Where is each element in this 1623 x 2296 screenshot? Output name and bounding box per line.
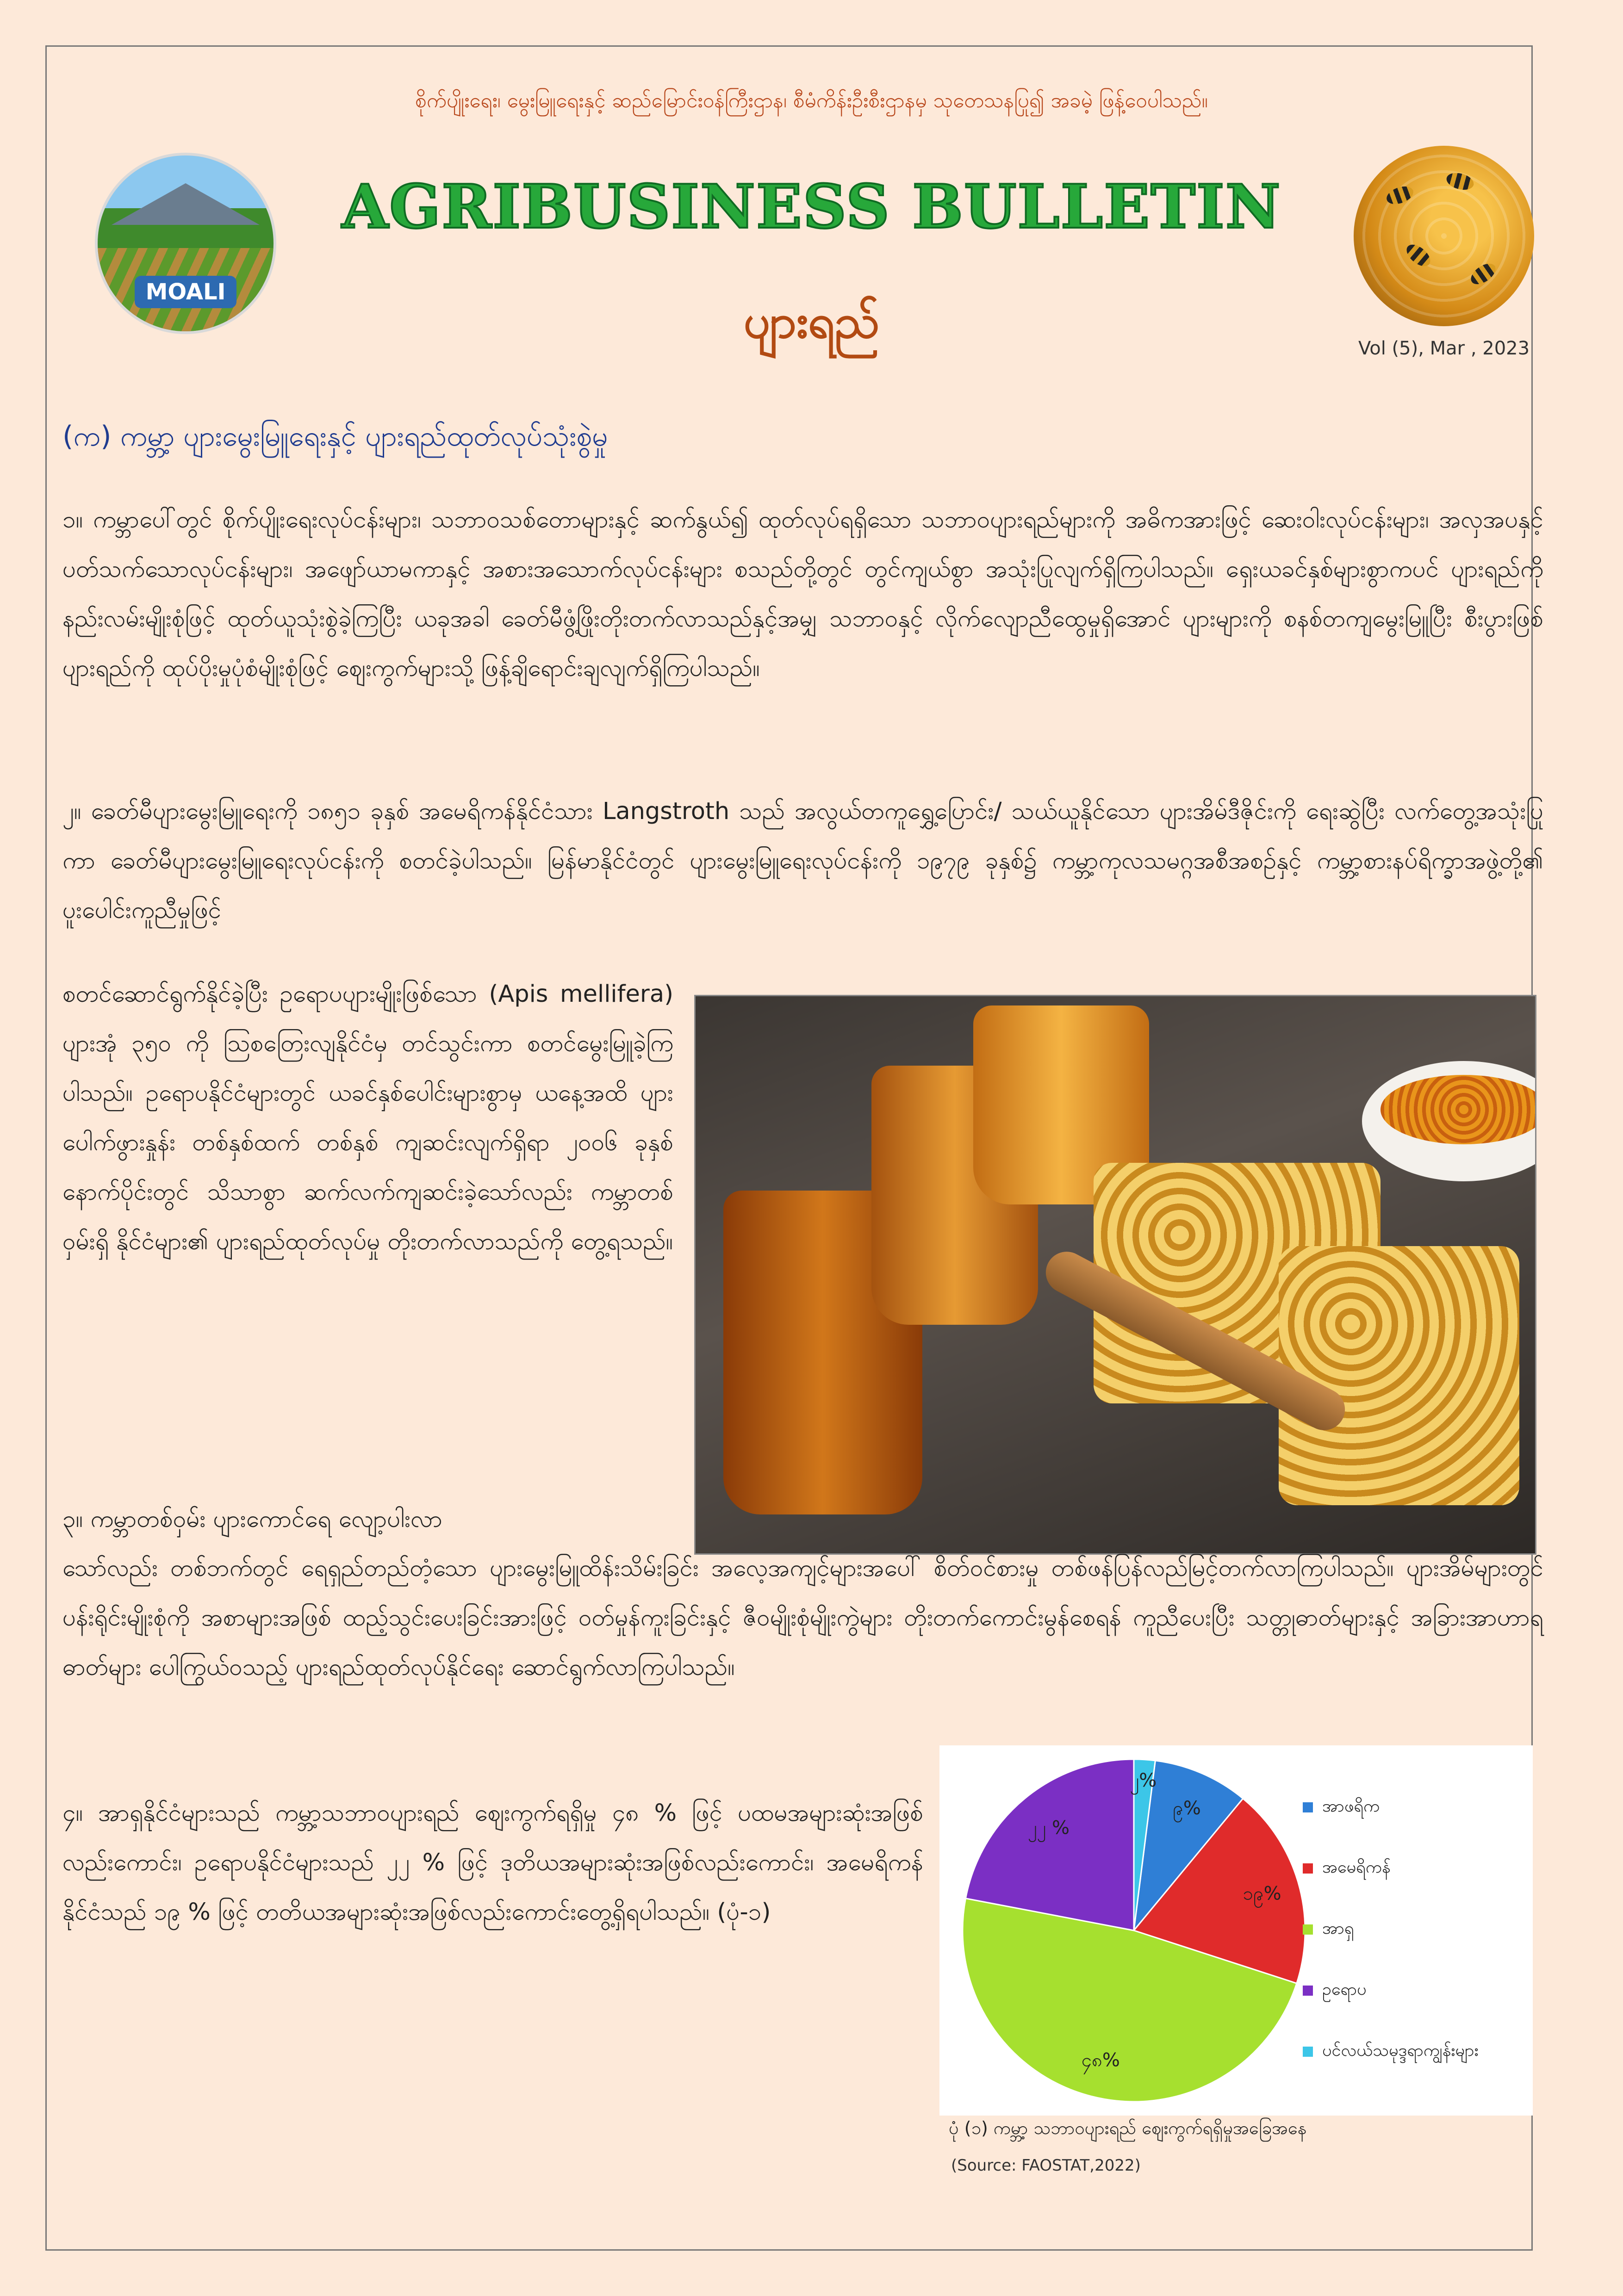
volume-label: Vol (5), Mar , 2023 bbox=[1358, 338, 1530, 359]
pie-data-label: ၄၈% bbox=[1081, 2049, 1120, 2071]
section-heading: (က) ကမ္ဘာ့ ပျားမွေးမြူရေးနှင့် ပျားရည်ထုတ်လုပ်သုံးစွဲမှု bbox=[62, 420, 608, 453]
honeycomb-pattern bbox=[1354, 146, 1534, 326]
bulletin-subtitle: ပျားရည် bbox=[743, 294, 880, 348]
logo-ribbon: MOALI bbox=[135, 276, 236, 308]
paragraph-2: ၂။ ခေတ်မီပျားမွေးမြူရေးကို ၁၈၅၁ ခုနှစ် အမေရိကန်နိုင်ငံသား Langstroth သည် အလွယ်တကူရွှေ့ပြောင်း/ သယ်ယူနိုင်သော ပျားအိမ်ဒီဇိုင်းကို ရေးဆွဲပြီး လက်တွေ့အသုံးပြုကာ ခေတ်မီပျားမွေးမြူရေးလုပ်ငန်းကို စတင်ခဲ့ပါသည်။ မြန်မာနိုင်ငံတွင် ပျားမွေးမြူရေးလုပ်ငန်းကို ၁၉၇၉ ခုနှစ်၌ ကမ္ဘာ့ကုလသမဂ္ဂအစီအစဉ်နှင့် ကမ္ဘာ့စားနပ်ရိက္ခာအဖွဲ့တို့၏ ပူးပေါင်းကူညီမှုဖြင့် bbox=[62, 798, 1543, 924]
bulletin-title: AGRIBUSINESS BULLETIN bbox=[342, 171, 1281, 242]
legend-item bbox=[1303, 1777, 1479, 1838]
paragraph-4: ၄။ အာရှနိုင်ငံများသည် ကမ္ဘာ့သဘာဝပျားရည် ဈေးကွက်ရရှိမှု ၄၈ % ဖြင့် ပထမအများဆုံးအဖြစ်လည်းကောင်း၊ ဥရောပနိုင်ငံများသည် ၂၂ % ဖြင့် ဒုတိယအများဆုံးအဖြစ်လည်းကောင်း၊ အမေရိကန်နိုင်ငံသည် ၁၉ % ဖြင့် တတိယအများဆုံးအဖြစ်လည်းကောင်းတွေ့ရှိရပါသည်။ (ပုံ-၁) bbox=[62, 1800, 923, 1926]
publisher-line: စိုက်ပျိုးရေး၊ မွေးမြူရေးနှင့် ဆည်မြောင်းဝန်ကြီးဌာန၊ စီမံကိန်းဦးစီးဌာနမှ သုတေသနပြု၍ အခမဲ့ ဖြန့်ဝေပါသည်။ bbox=[415, 89, 1208, 112]
paragraph-3: သော်လည်း တစ်ဘက်တွင် ရေရှည်တည်တံ့သော ပျားမွေးမြူထိန်းသိမ်းခြင်း အလေ့အကျင့်များအပေါ် စိတ်ဝင်စားမှု တစ်ဖန်ပြန်လည်မြင့်တက်လာကြပါသည်။ ပျားအိမ်များတွင် ပန်းရိုင်းမျိုးစုံကို အစာများအဖြစ် ထည့်သွင်းပေးခြင်းအားဖြင့် ဝတ်မှုန်ကူးခြင်းနှင့် ဇီဝမျိုးစုံမျိုးကွဲများ တိုးတက်ကောင်းမွန်စေရန် ကူညီပေးပြီး သတ္တုဓာတ်များနှင့် အခြားအာဟာရဓာတ်များ ပေါကြွယ်ဝသည့် ပျားရည်ထုတ်လုပ်နိုင်ရေး ဆောင်ရွက်လာကြပါသည်။ bbox=[62, 1555, 1543, 1681]
legend-swatch bbox=[1303, 1986, 1313, 1996]
legend-label: အမေရိကန် bbox=[1322, 1858, 1391, 1877]
pie-data-label: ၁၉% bbox=[1243, 1883, 1281, 1905]
legend-label: ပင်လယ်သမုဒ္ဒရာကျွန်းများ bbox=[1322, 2041, 1479, 2060]
legend-item bbox=[1303, 1960, 1479, 2021]
pie-data-label: ၉% bbox=[1173, 1798, 1201, 1819]
legend-swatch bbox=[1303, 2047, 1313, 2057]
pie-data-label: ၂၂ % bbox=[1028, 1817, 1070, 1839]
chart-legend bbox=[1303, 1777, 1479, 2082]
bee-pollen-shape bbox=[1380, 1075, 1536, 1144]
legend-swatch bbox=[1303, 1802, 1313, 1812]
legend-item bbox=[1303, 1899, 1479, 1960]
honey-jars-photo bbox=[694, 995, 1536, 1555]
legend-item bbox=[1303, 2021, 1479, 2082]
paragraph-1: ၁။ ကမ္ဘာပေါ်တွင် စိုက်ပျိုးရေးလုပ်ငန်းများ၊ သဘာဝသစ်တောများနှင့် ဆက်နွယ်၍ ထုတ်လုပ်ရရှိသော သဘာဝပျားရည်များကို အဓိကအားဖြင့် ဆေးဝါးလုပ်ငန်းများ၊ အလှအပနှင့် ပတ်သက်သောလုပ်ငန်းများ၊ အဖျော်ယာမကာနှင့် အစားအသောက်လုပ်ငန်းများ စသည်တို့တွင် တွင်ကျယ်စွာ အသုံးပြုလျက်ရှိကြပါသည်။ ရှေးယခင်နှစ်များစွာကပင် ပျားရည်ကို နည်းလမ်းမျိုးစုံဖြင့် ထုတ်ယူသုံးစွဲခဲ့ကြပြီး ယခုအခါ ခေတ်မီဖွံ့ဖြိုးတိုးတက်လာသည်နှင့်အမျှ သဘာဝနှင့် လိုက်လျောညီထွေမှုရှိအောင် ပျားများကို စနစ်တကျမွေးမြူပြီး စီးပွားဖြစ်ပျားရည်ကို ထုပ်ပိုးမှုပုံစံမျိုးစုံဖြင့် ဈေးကွက်များသို့ ဖြန့်ချိရောင်းချလျက်ရှိကြပါသည်။ bbox=[62, 506, 1543, 682]
legend-swatch bbox=[1303, 1863, 1313, 1874]
legend-item bbox=[1303, 1838, 1479, 1899]
chart-source: (Source: FAOSTAT,2022) bbox=[951, 2156, 1141, 2175]
legend-label: ဥရောပ bbox=[1322, 1980, 1367, 1999]
legend-label: အာဖရိက bbox=[1322, 1797, 1380, 1816]
legend-swatch bbox=[1303, 1924, 1313, 1935]
paragraph-2-continued: စတင်ဆောင်ရွက်နိုင်ခဲ့ပြီး ဥရောပပျားမျိုးဖြစ်သော (Apis mellifera) ပျားအုံ ၃၅၀ ကို ဩစတြေးလျနိုင်ငံမှ တင်သွင်းကာ စတင်မွေးမြူခဲ့ကြပါသည်။ ဥရောပနိုင်ငံများတွင် ယခင်နှစ်ပေါင်းများစွာမှ ယနေ့အထိ ပျားပေါက်ဖွားနှုန်း တစ်နှစ်ထက် တစ်နှစ် ကျဆင်းလျက်ရှိရာ ၂၀၀၆ ခုနှစ် နောက်ပိုင်းတွင် သိသာစွာ ဆက်လက်ကျဆင်းခဲ့သော်လည်း ကမ္ဘာတစ်ဝှမ်းရှိ နိုင်ငံများ၏ ပျားရည်ထုတ်လုပ်မှု တိုးတက်လာသည်ကို တွေ့ရသည်။ bbox=[62, 980, 673, 1255]
pie-data-label: ၂% bbox=[1130, 1770, 1157, 1792]
honeycomb-shape bbox=[1279, 1246, 1519, 1505]
honeycomb-bees-image bbox=[1354, 146, 1534, 326]
chart-caption: ပုံ (၁) ကမ္ဘာ့ သဘာဝပျားရည် ဈေးကွက်ရရှိမှုအခြေအနေ bbox=[949, 2118, 1307, 2138]
paragraph-3-start: ၃။ ကမ္ဘာတစ်ဝှမ်း ပျားကောင်ရေ လျော့ပါးလာ bbox=[62, 1506, 442, 1533]
legend-label: အာရှ bbox=[1322, 1919, 1354, 1938]
